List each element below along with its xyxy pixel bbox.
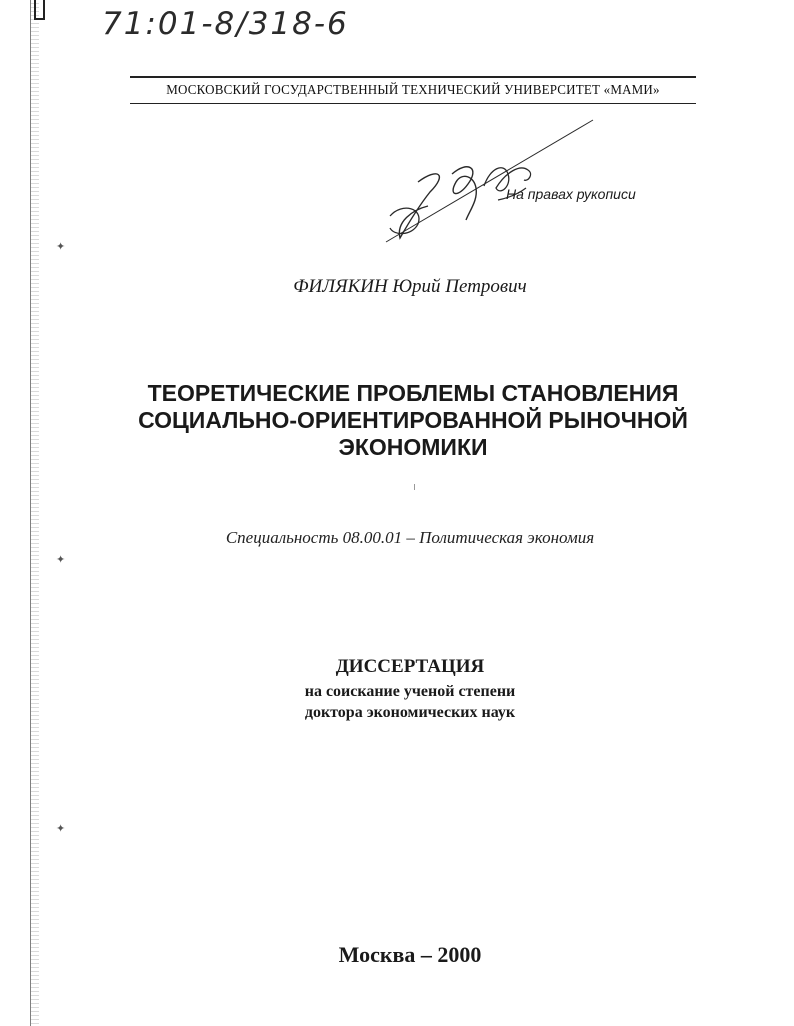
specialty: Специальность 08.00.01 – Политическая экономия (225, 528, 595, 547)
degree-heading: ДИССЕРТАЦИЯ (335, 656, 485, 677)
institution-name: МОСКОВСКИЙ ГОСУДАРСТВЕННЫЙ ТЕХНИЧЕСКИЙ УНИВЕРСИТЕТ «МАМИ» (166, 83, 660, 98)
margin-mark: ✦ (56, 240, 66, 253)
header-rule-top (130, 76, 696, 78)
archive-code: 71:01-8/318-6 (102, 6, 349, 42)
margin-mark: ✦ (56, 822, 66, 835)
author-name: ФИЛЯКИН Юрий Петрович (293, 276, 527, 297)
binding-clip (34, 0, 45, 20)
scan-speck (414, 484, 415, 490)
degree-line: доктора экономических наук (304, 704, 516, 721)
dissertation-title (0, 380, 794, 461)
title-line: СОЦИАЛЬНО-ОРИЕНТИРОВАННОЙ РЫНОЧНОЙ (138, 407, 688, 433)
signature-mark (378, 112, 608, 252)
margin-mark: ✦ (56, 553, 66, 566)
degree-line: на соискание ученой степени (304, 683, 516, 700)
degree-statement (0, 655, 794, 723)
title-line: ТЕОРЕТИЧЕСКИЕ ПРОБЛЕМЫ СТАНОВЛЕНИЯ (147, 380, 679, 406)
title-line: ЭКОНОМИКИ (338, 434, 488, 460)
header-rule-bottom (130, 103, 696, 104)
institution-header (130, 76, 696, 104)
city-year: Москва – 2000 (338, 942, 482, 967)
manuscript-note: На правах рукописи (506, 186, 636, 202)
binding-edge (30, 0, 39, 1026)
